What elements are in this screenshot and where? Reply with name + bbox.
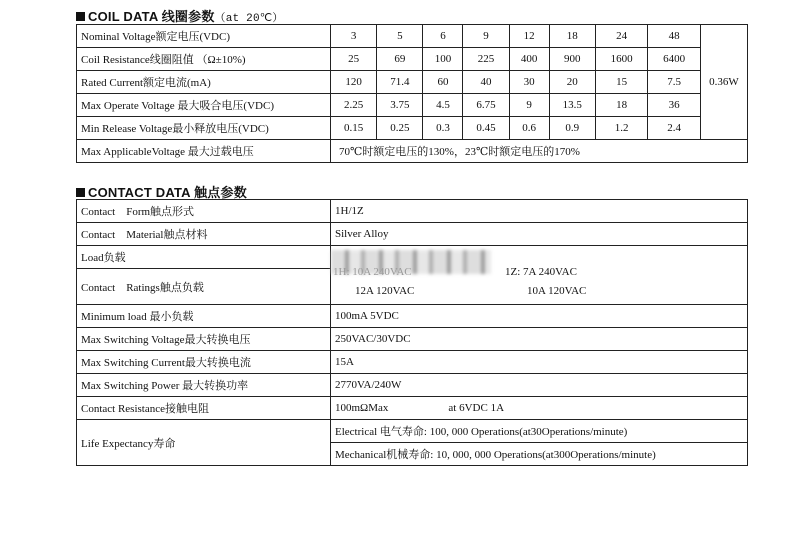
table-row bbox=[77, 140, 748, 163]
cell: 15 bbox=[595, 71, 648, 94]
cell: 25 bbox=[331, 48, 377, 71]
contact-ratings-cell bbox=[331, 246, 748, 305]
coil-power-cell: 0.36W bbox=[701, 25, 748, 140]
cell: 7.5 bbox=[648, 71, 701, 94]
cell: 2.4 bbox=[648, 117, 701, 140]
cell: 225 bbox=[463, 48, 509, 71]
row-label: Load负载 bbox=[77, 246, 331, 269]
table-row bbox=[77, 397, 748, 420]
table-row bbox=[77, 48, 748, 71]
table-row bbox=[77, 374, 748, 397]
cell: Electrical 电气寿命: 100, 000 Operations(at30Operations/minute) bbox=[331, 420, 748, 443]
cell: 36 bbox=[648, 94, 701, 117]
cell: 0.9 bbox=[549, 117, 595, 140]
cell: 30 bbox=[509, 71, 549, 94]
contact-data-title: CONTACT DATA 触点参数 bbox=[88, 185, 247, 200]
row-label: Max Operate Voltage 最大吸合电压(VDC) bbox=[77, 94, 331, 117]
cell: Silver Alloy bbox=[331, 223, 748, 246]
cell: 48 bbox=[648, 25, 701, 48]
table-row bbox=[77, 351, 748, 374]
cell: 0.3 bbox=[423, 117, 463, 140]
max-applicable-voltage-value: 70℃时额定电压的130%，23℃时额定电压的170% bbox=[331, 140, 748, 163]
cell: 12 bbox=[509, 25, 549, 48]
cell: 71.4 bbox=[377, 71, 423, 94]
table-row bbox=[77, 420, 748, 443]
row-label: Max ApplicableVoltage 最大过载电压 bbox=[77, 140, 331, 163]
coil-data-title: COIL DATA 线圈参数 bbox=[88, 9, 215, 24]
cell: 100mA 5VDC bbox=[331, 305, 748, 328]
coil-data-heading bbox=[76, 6, 284, 25]
row-label: Max Switching Current最大转换电流 bbox=[77, 351, 331, 374]
table-row bbox=[77, 246, 748, 269]
cell: 900 bbox=[549, 48, 595, 71]
cell: 18 bbox=[595, 94, 648, 117]
coil-data-table bbox=[76, 24, 748, 163]
cell: 6.75 bbox=[463, 94, 509, 117]
cell: 400 bbox=[509, 48, 549, 71]
cell: 6400 bbox=[648, 48, 701, 71]
cell: 9 bbox=[509, 94, 549, 117]
cell: 69 bbox=[377, 48, 423, 71]
row-label: Max Switching Power 最大转换功率 bbox=[77, 374, 331, 397]
rating-1z-line2: 10A 120VAC bbox=[527, 285, 587, 297]
row-label: Nominal Voltage额定电压(VDC) bbox=[77, 25, 331, 48]
cell: 18 bbox=[549, 25, 595, 48]
table-row bbox=[77, 223, 748, 246]
coil-data-condition: （at 20℃） bbox=[214, 13, 284, 25]
cell: 60 bbox=[423, 71, 463, 94]
row-label: Contact Resistance接触电阻 bbox=[77, 397, 331, 420]
cell: 9 bbox=[463, 25, 509, 48]
cell: 15A bbox=[331, 351, 748, 374]
table-row bbox=[77, 71, 748, 94]
row-label: Rated Current额定电流(mA) bbox=[77, 71, 331, 94]
cell: 0.25 bbox=[377, 117, 423, 140]
row-label: Contact Ratings触点负载 bbox=[77, 269, 331, 305]
cell: 250VAC/30VDC bbox=[331, 328, 748, 351]
rating-1h-line1: 1H: 10A 240VAC bbox=[333, 266, 412, 278]
table-row bbox=[77, 200, 748, 223]
cell: 40 bbox=[463, 71, 509, 94]
table-row bbox=[77, 305, 748, 328]
cell: 1H/1Z bbox=[331, 200, 748, 223]
table-row bbox=[77, 25, 748, 48]
cell: 24 bbox=[595, 25, 648, 48]
square-bullet-icon bbox=[76, 12, 85, 21]
cell: 3 bbox=[331, 25, 377, 48]
row-label: Contact Form触点形式 bbox=[77, 200, 331, 223]
table-row bbox=[77, 328, 748, 351]
row-label: Life Expectancy寿命 bbox=[77, 420, 331, 466]
cell: 120 bbox=[331, 71, 377, 94]
row-label: Min Release Voltage最小释放电压(VDC) bbox=[77, 117, 331, 140]
cell: 100 bbox=[423, 48, 463, 71]
cell: 0.45 bbox=[463, 117, 509, 140]
rating-1h-line2: 12A 120VAC bbox=[355, 285, 415, 297]
contact-resistance-value: 100mΩMax bbox=[335, 402, 389, 414]
contact-resistance-condition: at 6VDC 1A bbox=[448, 402, 505, 414]
row-label: Coil Resistance线圈阻值 （Ω±10%) bbox=[77, 48, 331, 71]
row-label: Contact Material触点材料 bbox=[77, 223, 331, 246]
cell: 20 bbox=[549, 71, 595, 94]
cell: 3.75 bbox=[377, 94, 423, 117]
row-label: Minimum load 最小负载 bbox=[77, 305, 331, 328]
cell: 6 bbox=[423, 25, 463, 48]
cell: 0.6 bbox=[509, 117, 549, 140]
square-bullet-icon bbox=[76, 188, 85, 197]
cell bbox=[331, 397, 748, 420]
rating-1z-line1: 1Z: 7A 240VAC bbox=[505, 266, 577, 278]
cell: 1600 bbox=[595, 48, 648, 71]
cell: 2.25 bbox=[331, 94, 377, 117]
row-label: Max Switching Voltage最大转换电压 bbox=[77, 328, 331, 351]
cell: 1.2 bbox=[595, 117, 648, 140]
cell: 5 bbox=[377, 25, 423, 48]
cell: 2770VA/240W bbox=[331, 374, 748, 397]
cell: 0.15 bbox=[331, 117, 377, 140]
table-row bbox=[77, 117, 748, 140]
cell: 4.5 bbox=[423, 94, 463, 117]
contact-data-table bbox=[76, 199, 748, 466]
table-row bbox=[77, 94, 748, 117]
cell: 13.5 bbox=[549, 94, 595, 117]
cell: Mechanical机械寿命: 10, 000, 000 Operations(at300Operations/minute) bbox=[331, 443, 748, 466]
